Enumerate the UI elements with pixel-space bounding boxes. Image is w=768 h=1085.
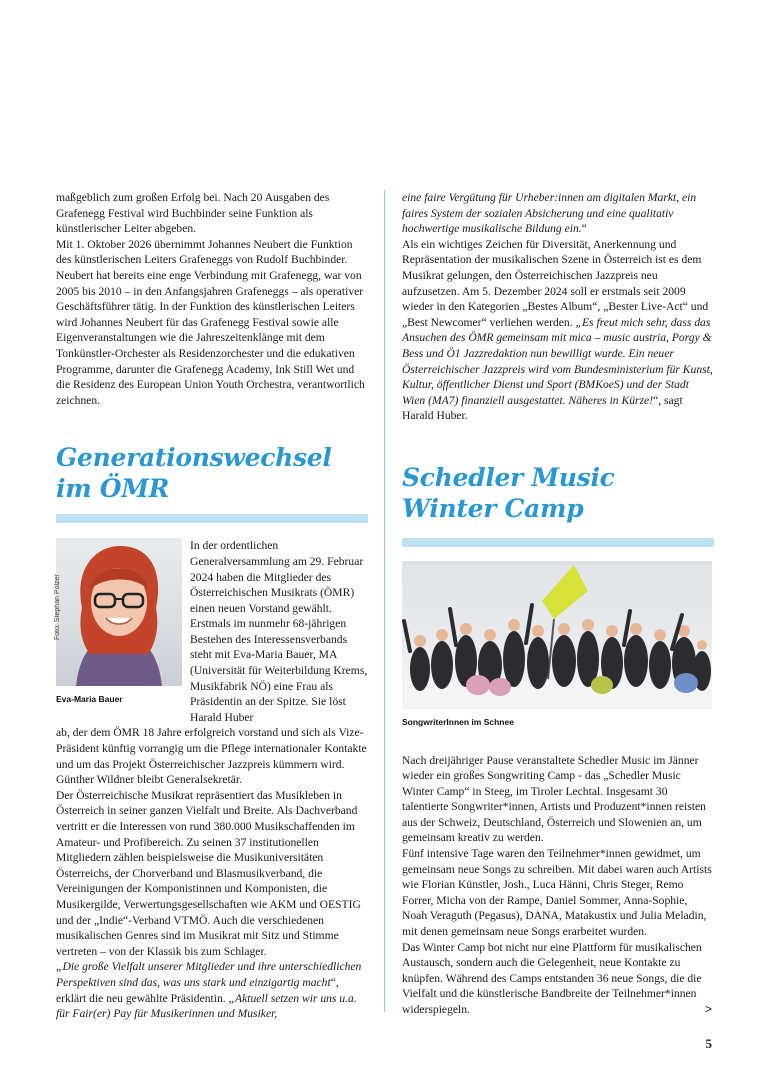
quote-2: „Aktuell setzen wir uns u.a. für Fair(er) Pay für Musikerinnen und Musiker, xyxy=(56,991,357,1021)
continue-marker: > xyxy=(704,1002,712,1016)
intro-paragraph-1: maßgeblich zum großen Erfolg bei. Nach 20 Ausgaben des Grafenegg Festival wird Buchbinder seine Funktion als künstlerischer Leiter abgeben. xyxy=(56,191,330,236)
body-second: Der Österreichische Musikrat repräsentiert das Musikleben in Österreich in seiner ganzen Vielfalt und Breite. Als Dachverband vertritt er die Interessen von rund 380.000 Musikschaffenden im Amateur- und Profibereich. Zu seinen 37 institutionellen Mitgliedern zählen beispielsweise die Musikuniversitäten Österreichs, der Chorverband und Blasmusikverband, die Vereinigungen der Komponistinnen und Komponisten, die Musikergilde, Verwertungsgesellschaften wie AKM und OESTIG und der „Indie“-Verband VTMÖ. Auch die verschiedenen musikalischen Genres sind im Musikrat mit Sitz und Stimme vertreten – von der Klassik bis zum Schlager. xyxy=(56,788,361,958)
photo-credit: Foto: Stephan Polzer xyxy=(54,574,61,640)
article-heading-omr: Generationswechsel im ÖMR xyxy=(56,443,332,504)
portrait-image xyxy=(56,538,182,686)
article-heading-winter-camp: Schedler Music Winter Camp xyxy=(402,462,615,523)
portrait-caption: Eva-Maria Bauer xyxy=(56,694,123,704)
body-beside-photo: In der ordentlichen Generalversammlung am 29. Februar 2024 haben die Mitglieder des Österreichischen Musikrats (ÖMR) einen neuen Vorstand gewählt. Erstmals im nunmehr 68-jährigen Bestehen des Interessensverbands steht mit Eva-Maria Bauer, MA (Universität für Weiterbildung Krems, Musikfabrik NÖ) eine Frau als Präsidentin an der Spitze. Sie löst Harald Huber xyxy=(190,539,368,724)
heading-underline-bar-right xyxy=(402,538,714,547)
right-column xyxy=(402,190,714,1018)
president-quote xyxy=(56,959,368,1021)
portrait-photo xyxy=(56,538,182,686)
quote-close: “ xyxy=(581,222,587,236)
winter-camp-paragraph-1: Nach dreijähriger Pause veranstaltete Schedler Music im Jänner wieder ein großes Songwriting Camp - das „Schedler Music Winter Camp“ in Steeg, im Tiroler Lechtal. Insgesamt 30 talentierte Songwriter*innen, Artists und Produzent*innen reisten aus der Schweiz, Deutschland, Österreich und Slowenien an, um gemeinsam kreativ zu werden. xyxy=(402,753,706,845)
group-photo-image xyxy=(402,561,712,709)
group-photo-caption: SongwriterInnen im Schnee xyxy=(402,716,514,727)
intro-paragraph-2: Mit 1. Oktober 2026 übernimmt Johannes Neubert die Funktion des künstlerischen Leiters Grafeneggs von Rudolf Buchbinder. Neubert hat bereits eine enge Verbindung mit Grafenegg, war von 2005 bis 2010 – in den Anfangsjahren Grafeneggs – als operativer Geschäftsführer tätig. In der Funktion des künstlerischen Leiters wird Johannes Neubert für das Grafenegg Festival sowie alle Eigenveranstaltungen wie die Jahreszeitenklänge mit dem Tonkünstler-Orchester als Residenzorchester und die edukativen Programme, darunter die Grafenegg Academy, Ink Still Wet und die Residenz des European Union Youth Orchestra, verantwortlich zeichnen. xyxy=(56,237,365,407)
jazz-tail: “, sagt Harald Huber. xyxy=(402,393,683,423)
left-column xyxy=(56,190,368,1022)
jazz-paragraph xyxy=(402,237,714,424)
group-photo xyxy=(402,561,712,709)
heading-underline-bar xyxy=(56,514,368,523)
quote-continued-paragraph xyxy=(402,190,714,237)
winter-camp-paragraph-3: Das Winter Camp bot nicht nur eine Plattform für musikalischen Austausch, sondern auch die Gelegenheit, neue Kontakte zu knüpfen. Während des Camps entstanden 36 neue Songs, die die Vielfalt und die künstlerische Bandbreite der Teilnehmer*innen widerspiegeln. xyxy=(402,940,702,1016)
column-divider xyxy=(384,190,385,1012)
jazz-text: Als ein wichtiges Zeichen für Diversität, Anerkennung und Repräsentation der musikalischen Szene in Österreich ist es dem Musikrat gelungen, den Österreichischen Jazzpreis neu aufzusetzen. Am 5. Dezember 2024 soll er erstmals seit 2009 wieder in den Kategorien „Bestes Album“, „Bester Live-Act“ und „Best Newcomer“ verliehen werden. xyxy=(402,237,709,329)
quote-continued: eine faire Vergütung für Urheber:innen am digitalen Markt, ein faires System der sozialen Absicherung und eine qualitativ hochwertige musikalische Bildung ein. xyxy=(402,191,697,236)
winter-camp-paragraph-2: Fünf intensive Tage waren den Teilnehmer*innen gewidmet, um gemeinsam neue Songs zu schreiben. Mit dabei waren auch Artists wie Florian Künstler, Josh., Luca Hänni, Chris Steger, Remo Forrer, Micha von der Rampe, Daniel Sommer, Anna-Sophie, Noah Veraguth (Pegasus), DANA, Matakustix und Julia Meladin, mit denen gemeinsam neue Songs erarbeitet wurden. xyxy=(402,847,712,939)
page-number: 5 xyxy=(705,1036,712,1051)
quote-1-tail: “, erklärt die neu gewählte Präsidentin. xyxy=(56,975,339,1005)
quote-1: „Die große Vielfalt unserer Mitglieder und ihre unterschiedlichen Perspektiven sind das, was uns stark und einzigartig macht xyxy=(56,960,362,989)
body-continued: ab, der dem ÖMR 18 Jahre erfolgreich vorstand und sich als Vize-Präsident künftig vorrangig um die Pflege internationaler Kontakte und um das Projekt Österreichischer Jazzpreis kümmern wird. Günther Wildner bleibt Generalsekretär. xyxy=(56,726,367,787)
jazz-quote: „Es freut mich sehr, dass das Ansuchen des ÖMR gemeinsam mit mica – music austria, Porgy & Bess und Ö1 Jazzredaktion nun bewilligt wurde. Ein neuer Österreichischer Jazzpreis wird vom Bundesministerium für Kunst, Kultur, öffentlicher Dienst und Sport (BMKoeS) und der Stadt Wien (MA7) finanziell ausgestattet. Näheres in Kürze! xyxy=(402,315,713,407)
